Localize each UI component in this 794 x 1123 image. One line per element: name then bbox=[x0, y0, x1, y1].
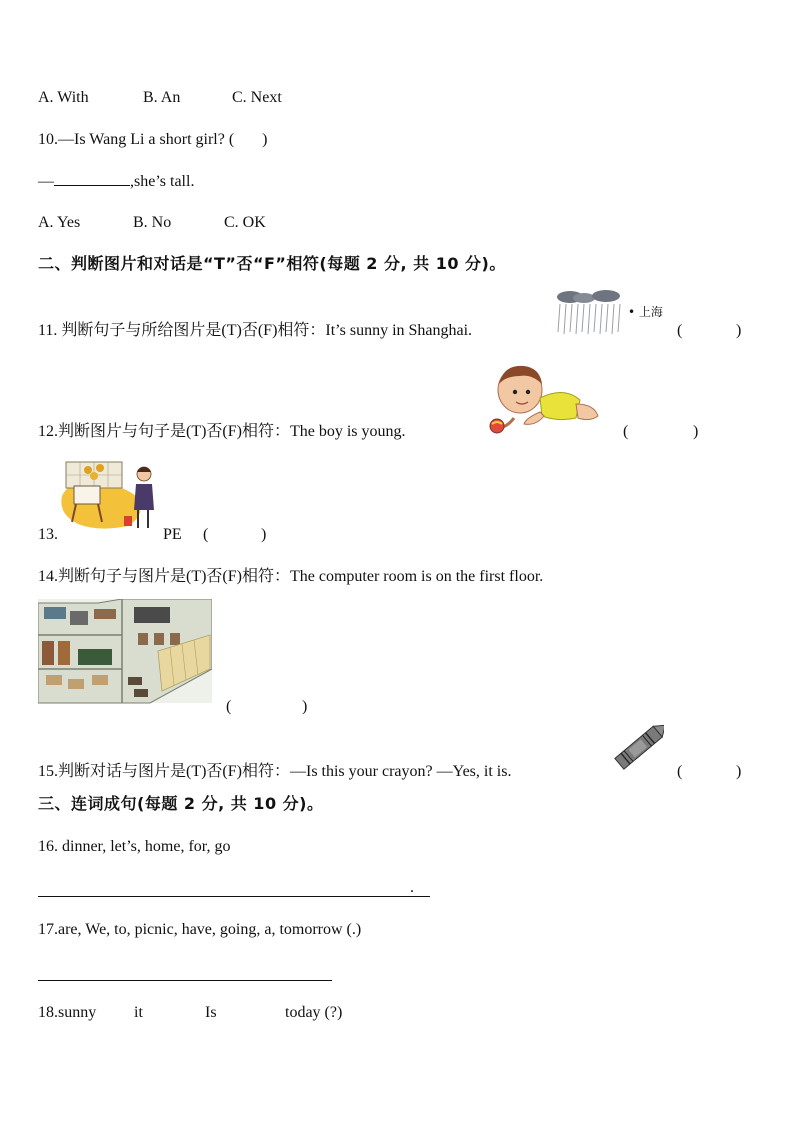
dash: — bbox=[38, 173, 54, 190]
answer-paren-open: ( bbox=[677, 763, 683, 780]
rain-cloud-icon bbox=[554, 288, 626, 338]
map-label: • 上海 bbox=[628, 305, 663, 319]
question-13-number: 13. bbox=[38, 526, 58, 543]
option-b: B. No bbox=[133, 214, 172, 231]
option-a: A. Yes bbox=[38, 214, 81, 231]
question-16: 16. dinner, let’s, home, for, go bbox=[38, 838, 231, 855]
end-period: . bbox=[410, 879, 414, 896]
question-15: 15.判断对话与图片是(T)否(F)相符：—Is this your crayon? —Yes, it is. bbox=[38, 763, 512, 780]
answer-line[interactable] bbox=[38, 896, 430, 897]
crayon-picture bbox=[610, 720, 664, 778]
answer-paren-open: ( bbox=[203, 526, 209, 543]
answer-rest: ,she’s tall. bbox=[130, 173, 195, 190]
answer-paren-close: ) bbox=[693, 423, 699, 440]
question-10 bbox=[38, 130, 267, 150]
question-13-word: PE bbox=[163, 526, 182, 543]
art-class-picture bbox=[58, 456, 158, 532]
answer-paren-close: ) bbox=[302, 698, 308, 715]
answer-paren-close: ) bbox=[261, 526, 267, 543]
question-18-word-2: it bbox=[134, 1004, 143, 1021]
answer-paren-open: ( bbox=[623, 423, 629, 440]
school-building-picture bbox=[38, 599, 212, 705]
question-17: 17.are, We, to, picnic, have, going, a, tomorrow (.) bbox=[38, 921, 362, 938]
answer-paren-close: ) bbox=[262, 131, 268, 148]
question-10-answer bbox=[38, 171, 194, 192]
question-18-word-4: today (?) bbox=[285, 1004, 343, 1021]
answer-line[interactable] bbox=[38, 980, 332, 981]
answer-paren-close: ) bbox=[736, 322, 742, 339]
question-18-word-3: Is bbox=[205, 1004, 217, 1021]
option-a: A. With bbox=[38, 89, 89, 106]
answer-paren-open: ( bbox=[226, 698, 232, 715]
section-3-title: 三、连词成句(每题 2 分, 共 10 分)。 bbox=[38, 794, 324, 813]
answer-paren-open: ( bbox=[677, 322, 683, 339]
option-c: C. OK bbox=[224, 214, 266, 231]
question-11: 11. 判断句子与所给图片是(T)否(F)相符：It’s sunny in Shanghai. bbox=[38, 322, 473, 339]
section-2-title: 二、判断图片和对话是“T”否“F”相符(每题 2 分, 共 10 分)。 bbox=[38, 254, 506, 273]
answer-blank[interactable] bbox=[54, 171, 130, 186]
question-14: 14.判断句子与图片是(T)否(F)相符：The computer room is on the first floor. bbox=[38, 568, 544, 585]
question-18-word-1: 18.sunny bbox=[38, 1004, 97, 1021]
option-b: B. An bbox=[143, 89, 181, 106]
option-c: C. Next bbox=[232, 89, 282, 106]
crawling-baby-picture bbox=[486, 360, 608, 438]
question-10-text: 10.—Is Wang Li a short girl? ( bbox=[38, 131, 235, 148]
question-12: 12.判断图片与句子是(T)否(F)相符：The boy is young. bbox=[38, 423, 406, 440]
answer-paren-close: ) bbox=[736, 763, 742, 780]
